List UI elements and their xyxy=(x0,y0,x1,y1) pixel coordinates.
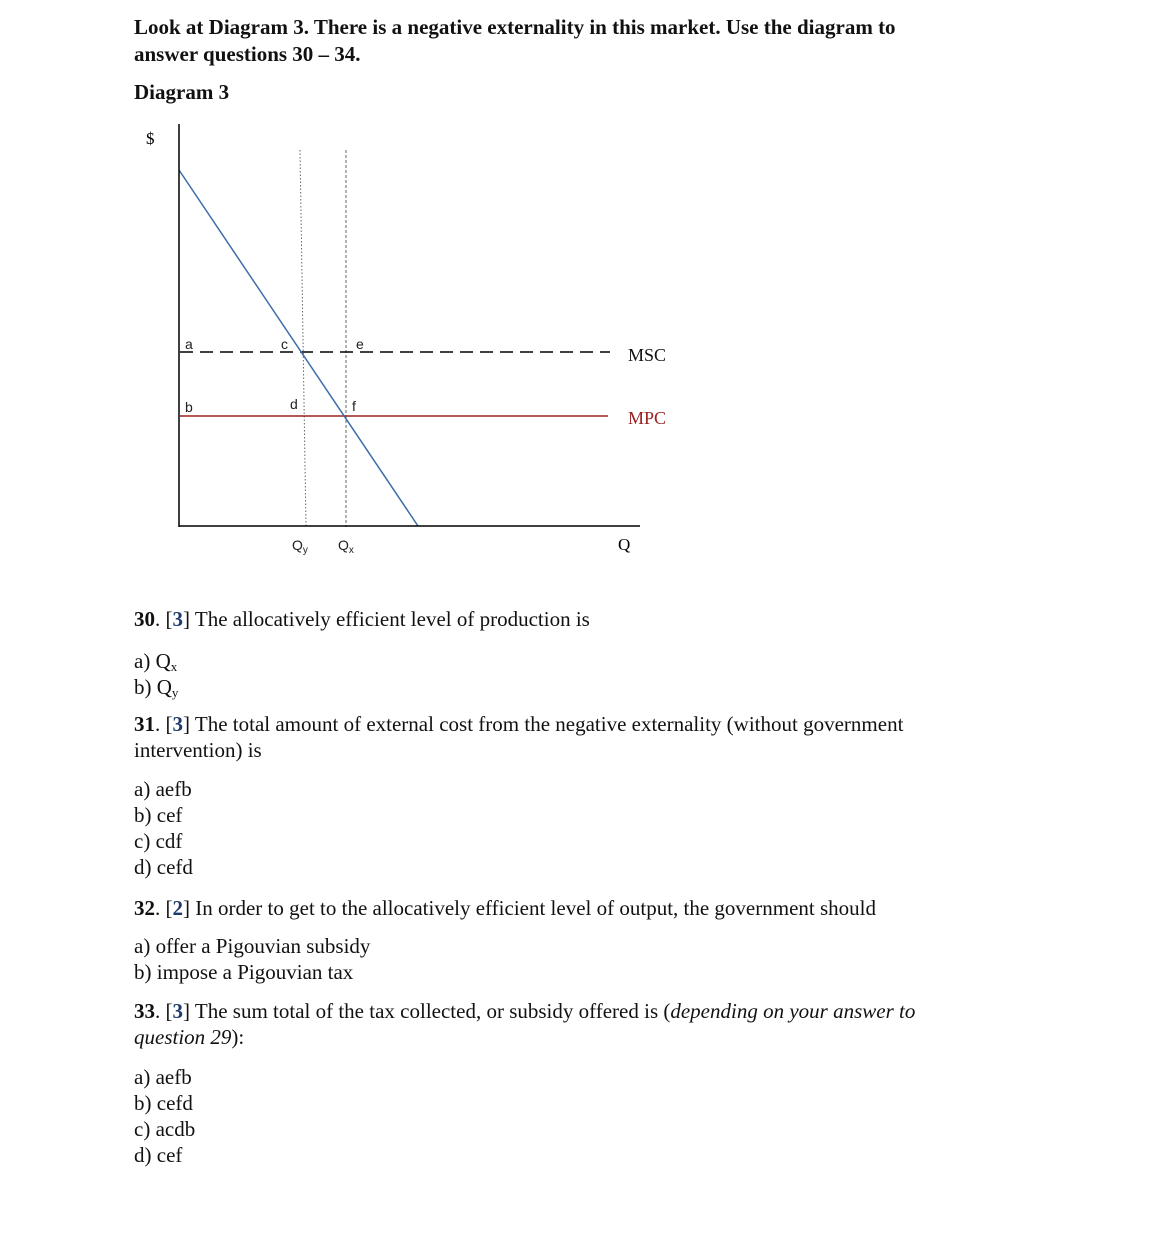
option-c[interactable]: c) cdf xyxy=(134,829,183,853)
question-31-options xyxy=(134,776,193,880)
x-axis-label: Q xyxy=(618,535,631,554)
question-text-pre: The sum total of the tax collected, or subsidy offered is ( xyxy=(194,999,671,1023)
intro-text xyxy=(134,14,1034,68)
question-text-italic-2: question 29 xyxy=(134,1025,232,1049)
intro-line-2: answer questions 30 – 34. xyxy=(134,42,361,66)
point-d-label: d xyxy=(290,396,298,412)
question-points: 3 xyxy=(172,607,183,631)
question-30-options xyxy=(134,648,178,700)
option-b[interactable]: b) cefd xyxy=(134,1091,193,1115)
option-b[interactable]: b) $Q_y$ xyxy=(134,675,179,700)
point-b-label: b xyxy=(185,399,193,415)
point-f-label: f xyxy=(352,398,356,414)
y-axis-label: $ xyxy=(146,129,155,148)
qy-label: $Q_y$ xyxy=(292,537,308,556)
mpc-label: MPC xyxy=(628,408,667,428)
option-a[interactable]: a) offer a Pigouvian subsidy xyxy=(134,934,371,958)
question-text-italic: depending on your answer to xyxy=(670,999,916,1023)
question-32: 32. [2] In order to get to the allocatively efficient level of output, the government should xyxy=(134,896,876,920)
option-b[interactable]: b) impose a Pigouvian tax xyxy=(134,960,354,984)
question-points: 3 xyxy=(172,712,183,736)
question-33-options xyxy=(134,1064,195,1168)
externality-diagram xyxy=(0,110,720,570)
question-text-line-2: intervention) is xyxy=(134,738,262,762)
question-32-options xyxy=(134,933,370,985)
question-text-post: ): xyxy=(231,1025,245,1049)
question-31: 31. [3] The total amount of external cost from the negative externality (without government intervention) is xyxy=(134,712,904,762)
msc-label: MSC xyxy=(628,345,667,365)
option-a[interactable]: a) aefb xyxy=(134,1065,192,1089)
qy-dotted-line xyxy=(300,150,306,527)
question-30: 30. [3] The allocatively efficient level of production is xyxy=(134,607,590,631)
point-e-label: e xyxy=(356,336,364,352)
option-a[interactable]: a) aefb xyxy=(134,777,192,801)
question-text-line-1: The total amount of external cost from the negative externality (without government xyxy=(194,712,904,736)
diagram-title: Diagram 3 xyxy=(134,80,230,104)
option-a[interactable]: a) $Q_x$ xyxy=(134,649,178,674)
question-points: 3 xyxy=(172,999,183,1023)
option-d[interactable]: d) cef xyxy=(134,1143,183,1167)
qx-label: $Q_x$ xyxy=(338,537,354,556)
option-c[interactable]: c) acdb xyxy=(134,1117,196,1141)
question-points: 2 xyxy=(172,896,183,920)
point-c-label: c xyxy=(281,336,288,352)
intro-line-1: Look at Diagram 3. There is a negative externality in this market. Use the diagram to xyxy=(134,15,896,39)
question-text: In order to get to the allocatively efficient level of output, the government should xyxy=(195,896,876,920)
question-33: 33. [3] The sum total of the tax collected, or subsidy offered is (depending on your answer to question 29): xyxy=(134,999,916,1049)
option-b[interactable]: b) cef xyxy=(134,803,183,827)
question-number: 31 xyxy=(134,712,155,736)
question-number: 32 xyxy=(134,896,155,920)
option-d[interactable]: d) cefd xyxy=(134,855,193,879)
demand-line xyxy=(179,170,418,526)
question-number: 33 xyxy=(134,999,155,1023)
question-text: The allocatively efficient level of production is xyxy=(194,607,590,631)
point-a-label: a xyxy=(185,336,193,352)
question-number: 30 xyxy=(134,607,155,631)
